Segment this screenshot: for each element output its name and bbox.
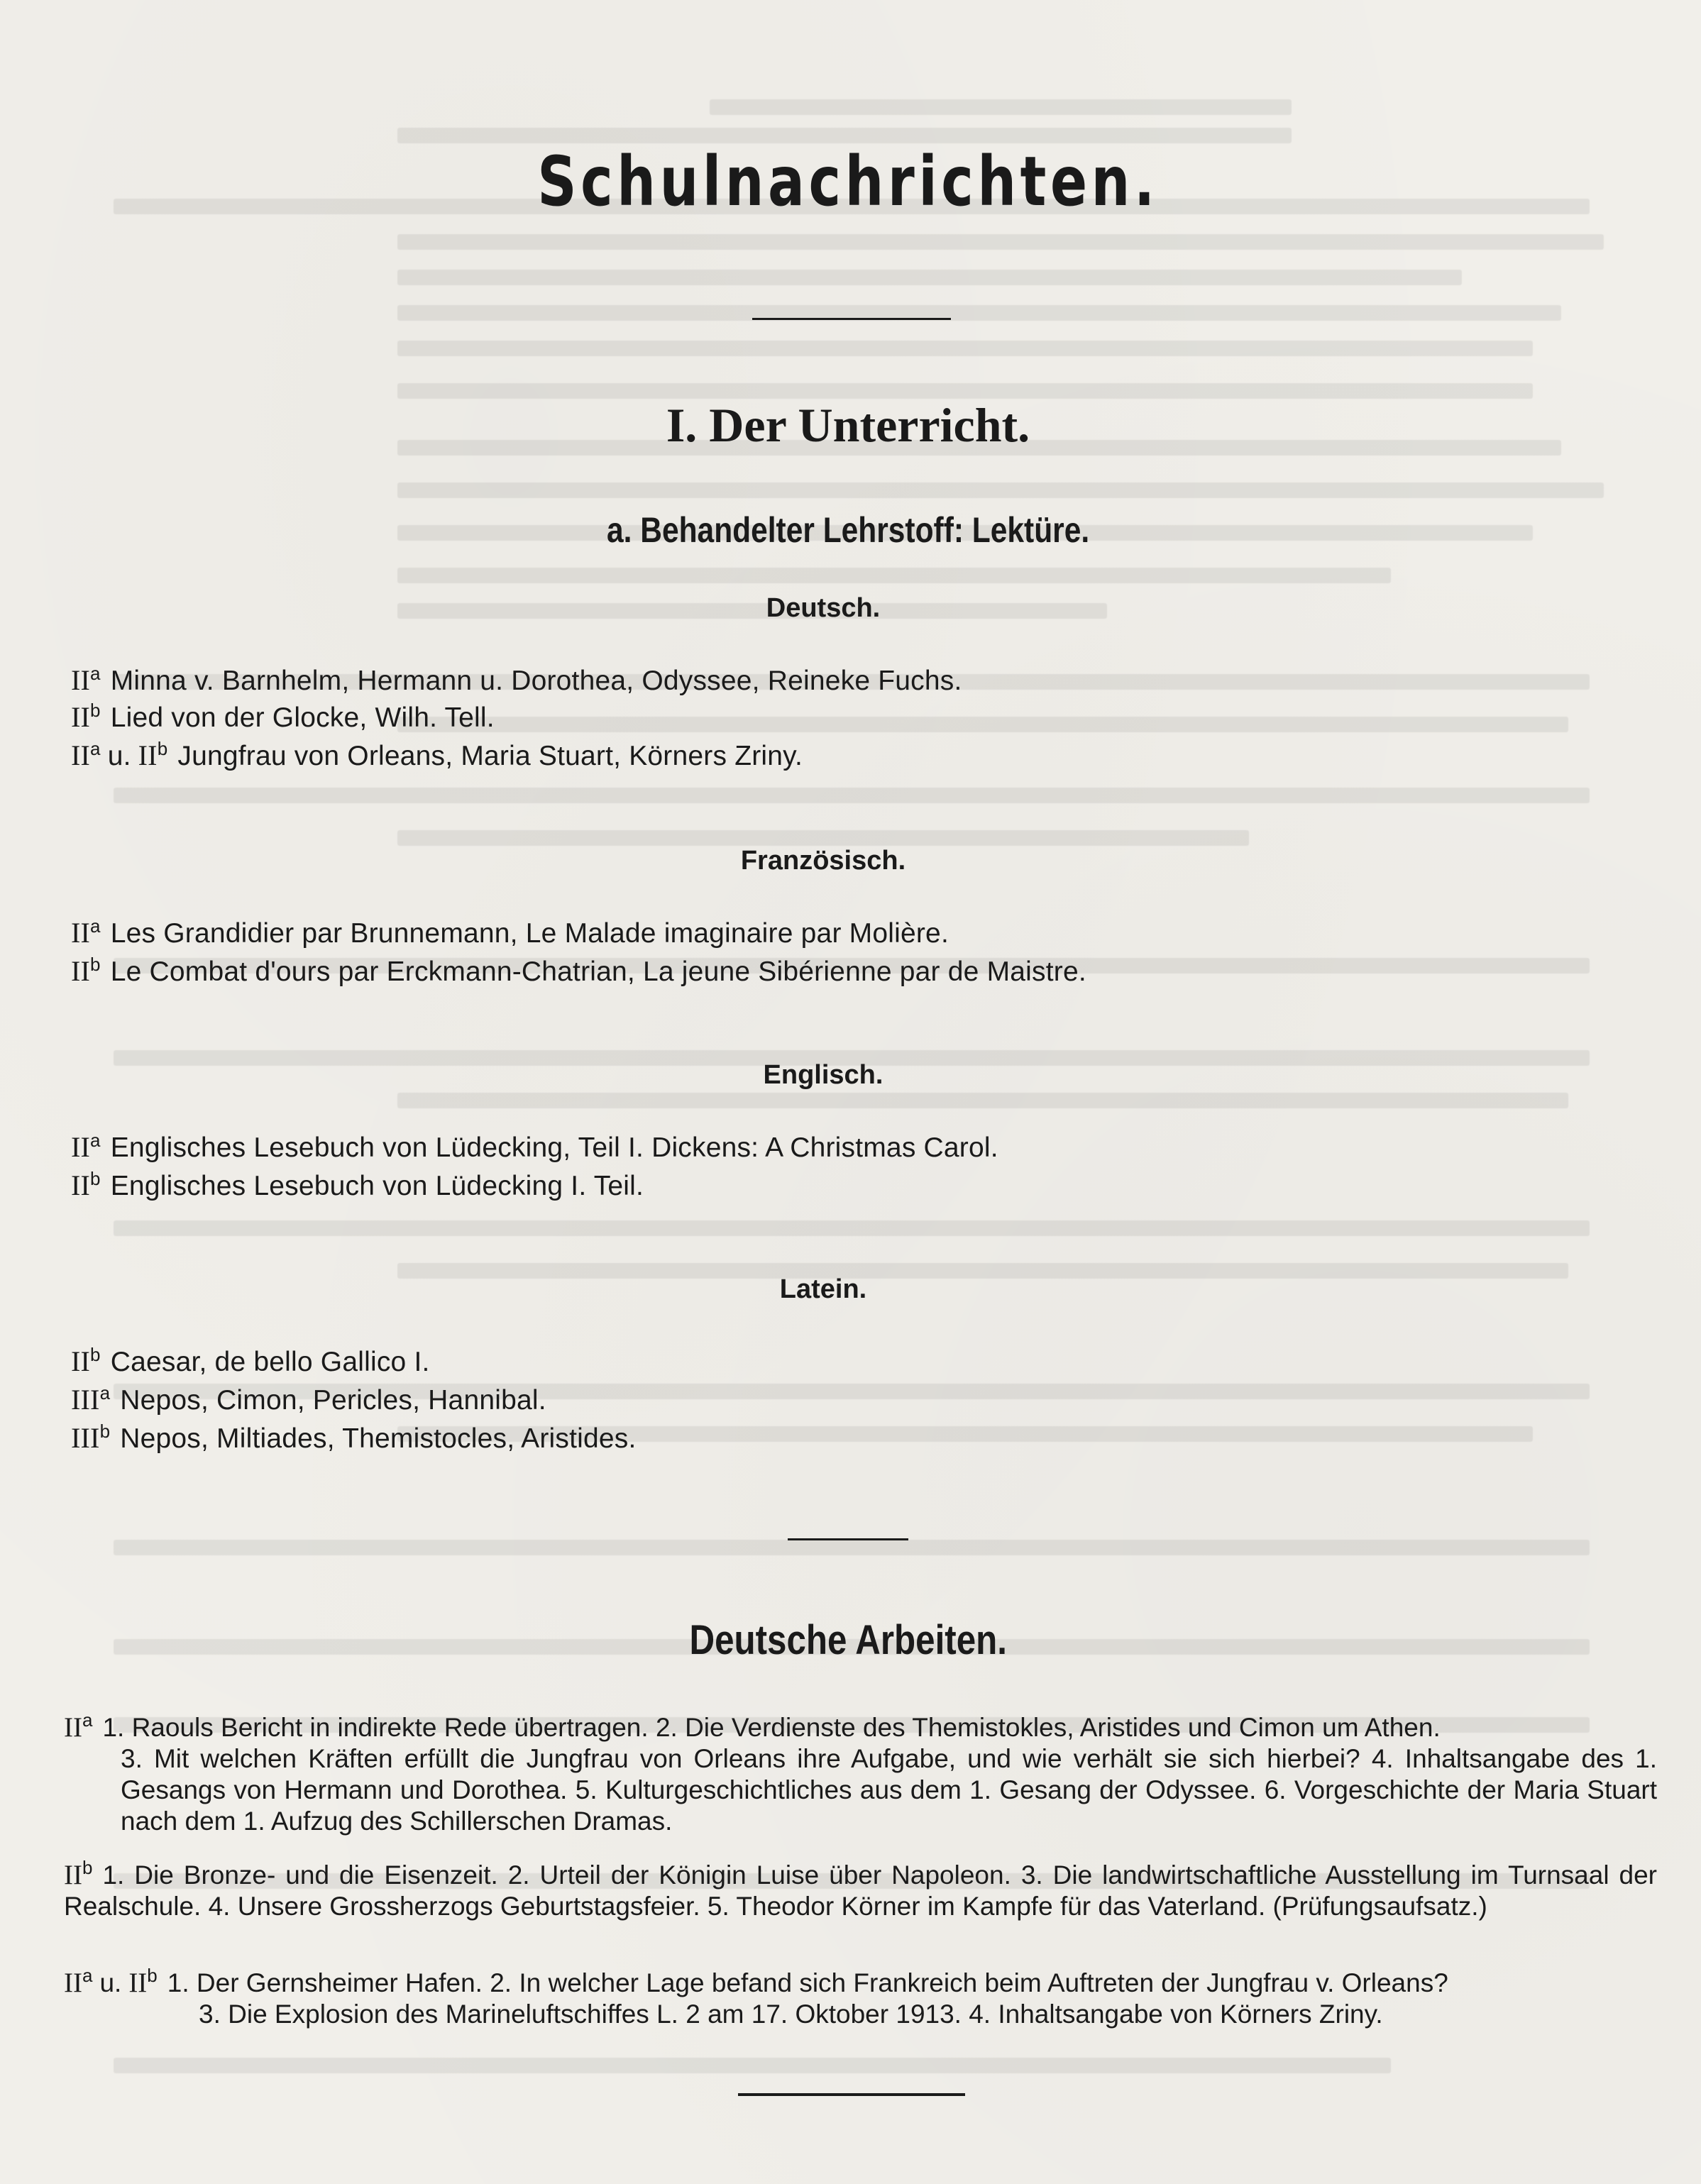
list-item xyxy=(71,663,962,697)
section-heading-arbeiten xyxy=(397,1616,1299,1664)
class-label: $II^a$ xyxy=(64,1709,93,1743)
class-label: III$^a$ xyxy=(71,1382,111,1416)
essay-continuation: 3. Mit welchen Kräften erfüllt die Jungfrau von Orleans ihre Aufgabe, und wie verhält sie sich hierbei? 4. Inhaltsangabe des 1. Gesangs von Hermann und Dorothea. 5. Kulturgeschichtliches aus dem 1. Gesang der Odyssee. 6. Vorgeschichte der Maria Stuart nach dem 1. Aufzug des Schillerschen Dramas. xyxy=(121,1744,1657,1836)
class-label: $II^b$ xyxy=(138,738,168,771)
class-label: $II^b$ xyxy=(71,1344,101,1377)
sub-heading-lehrstoff-text: a. Behandelter Lehrstoff: Lektüre. xyxy=(606,510,1090,550)
class-joiner: u. xyxy=(99,1968,122,1997)
class-label: $II^b$ xyxy=(64,1857,93,1890)
section-heading-arbeiten-text: Deutsche Arbeiten. xyxy=(689,1617,1007,1663)
section-divider xyxy=(788,1538,908,1540)
class-label: $II^a$ xyxy=(71,915,101,949)
class-label: $II^b$ xyxy=(71,1168,101,1201)
subject-heading-latein: Latein. xyxy=(779,1274,867,1304)
essay-text: 1. Der Gernsheimer Hafen. 2. In welcher Lage befand sich Frankreich beim Auftreten der Jungfrau v. Orleans? xyxy=(167,1968,1448,1997)
class-label: III$^b$ xyxy=(71,1421,111,1454)
class-joiner: u. xyxy=(107,741,131,771)
title-divider xyxy=(752,318,951,320)
essay-text: 1. Die Bronze- und die Eisenzeit. 2. Urteil der Königin Luise über Napoleon. 3. Die landwirtschaftliche Ausstellung im Turnsaal der Realschule. 4. Unsere Grossherzogs Geburtstagsfeier. 5. Theodor Körner im Kampfe für das Vaterland. (Prüfungsaufsatz.) xyxy=(64,1860,1657,1921)
subject-heading-deutsch: Deutsch. xyxy=(766,593,881,623)
list-item-text: Caesar, de bello Gallico I. xyxy=(110,1347,430,1377)
list-item xyxy=(71,1421,637,1455)
class-label: $II^b$ xyxy=(128,1965,158,1998)
sub-heading-lehrstoff xyxy=(397,509,1299,551)
essay-continuation: 3. Die Explosion des Marineluftschiffes L. 2 am 17. Oktober 1913. 4. Inhaltsangabe von Körners Zriny. xyxy=(199,2000,1383,2029)
closing-divider xyxy=(738,2093,965,2096)
essay-list-item xyxy=(64,1704,1657,1837)
list-item xyxy=(71,700,495,734)
list-item xyxy=(71,1382,546,1416)
page-title: Schulnachrichten. xyxy=(537,142,1159,221)
subject-heading-englisch: Englisch. xyxy=(763,1060,883,1090)
class-label: $II^a$ xyxy=(71,1130,101,1163)
essay-first-line xyxy=(64,1852,1657,1922)
class-label: $II^a$ xyxy=(64,1965,93,1998)
list-item xyxy=(71,1168,644,1202)
list-item xyxy=(71,1344,430,1378)
subject-heading-franzoesisch: Französisch. xyxy=(740,846,906,876)
essay-list-item xyxy=(64,1960,1657,2030)
list-item xyxy=(71,954,1086,988)
list-item-text: Englisches Lesebuch von Lüdecking I. Teil. xyxy=(110,1171,644,1201)
essay-first-line xyxy=(64,1960,1657,1999)
class-label: $II^b$ xyxy=(71,700,101,733)
list-item-text: Les Grandidier par Brunnemann, Le Malade imaginaire par Molière. xyxy=(110,918,949,949)
class-label: $II^a$ xyxy=(71,738,101,771)
list-item xyxy=(71,738,803,772)
list-item xyxy=(71,915,949,949)
class-label: $II^a$ xyxy=(71,663,101,696)
list-item xyxy=(71,1130,998,1164)
list-item-text: Lied von der Glocke, Wilh. Tell. xyxy=(110,702,495,733)
list-item-text: Nepos, Cimon, Pericles, Hannibal. xyxy=(120,1385,546,1416)
list-item-text: Nepos, Miltiades, Themistocles, Aristides. xyxy=(120,1423,637,1454)
essay-list-item xyxy=(64,1852,1657,1922)
list-item-text: Jungfrau von Orleans, Maria Stuart, Körners Zriny. xyxy=(177,741,803,771)
class-label: $II^b$ xyxy=(71,954,101,987)
section-heading-unterricht: I. Der Unterricht. xyxy=(666,398,1030,452)
essay-text: 1. Raouls Bericht in indirekte Rede übertragen. 2. Die Verdienste des Themistokles, Aristides und Cimon um Athen. xyxy=(102,1713,1441,1742)
list-item-text: Le Combat d'ours par Erckmann-Chatrian, La jeune Sibérienne par de Maistre. xyxy=(110,956,1086,987)
list-item-text: Minna v. Barnhelm, Hermann u. Dorothea, Odyssee, Reineke Fuchs. xyxy=(110,666,962,696)
essay-first-line xyxy=(64,1704,1657,1743)
list-item-text: Englisches Lesebuch von Lüdecking, Teil I. Dickens: A Christmas Carol. xyxy=(110,1132,998,1163)
